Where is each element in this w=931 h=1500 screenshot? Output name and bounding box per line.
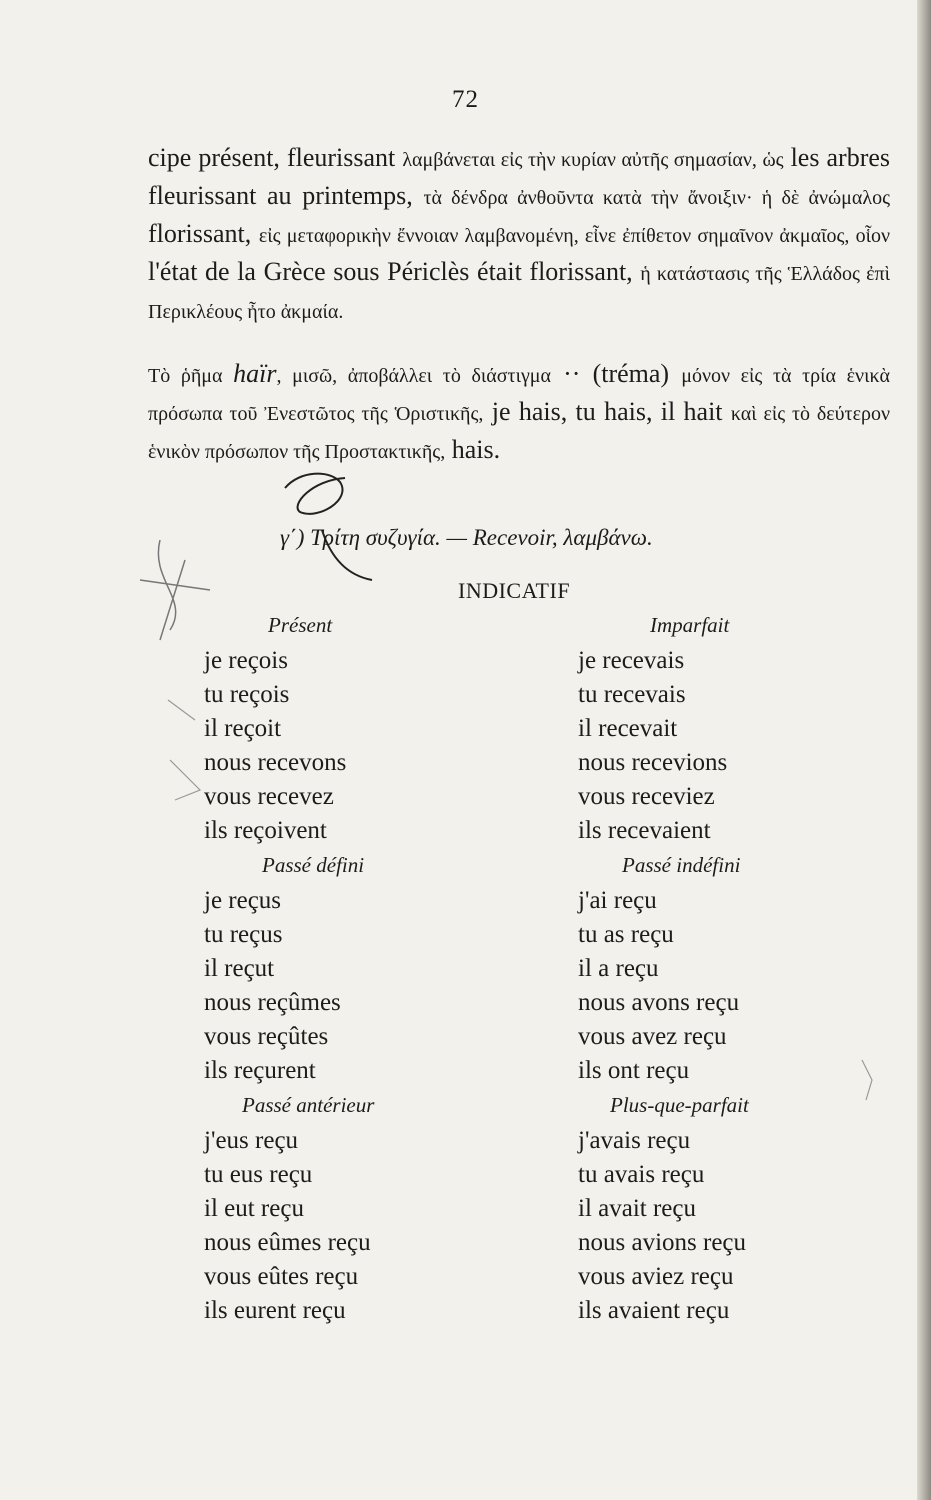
verb-form: il a reçu xyxy=(578,955,659,982)
greek-text-segment: εἰς μεταφορικὴν ἔννοιαν λαμβανομένη, εἶνε ἐπίθετον σημαῖνον ἀκμαῖος, οἷον xyxy=(258,225,890,247)
paragraph-florissant xyxy=(148,140,890,330)
verb-form: il avait reçu xyxy=(578,1195,696,1222)
tense-group xyxy=(204,850,374,1090)
tense-title: Passé indéfini xyxy=(622,853,741,877)
tense-group xyxy=(578,610,749,850)
verb-form: ils reçurent xyxy=(204,1057,316,1084)
tense-group xyxy=(578,1090,749,1330)
page-number: 72 xyxy=(452,86,479,113)
verb-form: vous receviez xyxy=(578,783,715,810)
mood-label: INDICATIF xyxy=(458,578,571,603)
verb-form: tu reçus xyxy=(204,921,283,948)
verb-form: tu recevais xyxy=(578,681,686,708)
french-text-segment: ·· (tréma) xyxy=(551,359,682,388)
verb-form: vous eûtes reçu xyxy=(204,1263,359,1290)
verb-form: ils avaient reçu xyxy=(578,1297,730,1324)
verb-form: ils reçoivent xyxy=(204,817,327,844)
verb-form: vous recevez xyxy=(204,783,334,810)
verb-form: nous reçûmes xyxy=(204,989,341,1016)
tense-title: Plus-que-parfait xyxy=(610,1093,749,1117)
french-text-segment: je hais, tu hais, il hait xyxy=(483,397,731,426)
verb-form: il reçut xyxy=(204,955,275,982)
verb-form: nous recevions xyxy=(578,749,728,776)
verb-form: j'avais reçu xyxy=(578,1127,691,1154)
french-text-segment: les arbres fleurissant au printemps, xyxy=(148,143,891,210)
verb-form: ils ont reçu xyxy=(578,1057,690,1084)
verb-form: je reçois xyxy=(204,647,288,674)
conjugation-heading: γ΄) Τρίτη συζυγία. — Recevoir, λαμβάνω. xyxy=(280,525,653,550)
verb-form: vous avez reçu xyxy=(578,1023,727,1050)
verb-form: je recevais xyxy=(578,647,685,674)
greek-text-segment: λαμβάνεται εἰς τὴν κυρίαν αὐτῆς σημασίαν, ὡς xyxy=(402,149,784,171)
verb-form: tu eus reçu xyxy=(204,1161,313,1188)
verb-form: il eut reçu xyxy=(204,1195,304,1222)
paragraph-hair xyxy=(148,356,890,470)
verb-form: vous reçûtes xyxy=(204,1023,329,1050)
verb-form: je reçus xyxy=(204,887,282,914)
greek-text-segment: Τὸ ῥῆμα xyxy=(148,365,234,387)
verb-form: j'ai reçu xyxy=(578,887,657,914)
greek-text-segment: καὶ εἰς τὸ δεύτερον ἑνικὸν πρόσωπον τῆς Προστακτικῆς, xyxy=(148,403,891,463)
verb-form: tu avais reçu xyxy=(578,1161,705,1188)
french-text-segment: cipe présent, fleurissant xyxy=(148,143,403,172)
page-edge-shadow xyxy=(917,0,931,1500)
french-text-segment: florissant, xyxy=(148,219,259,248)
verb-form: vous aviez reçu xyxy=(578,1263,734,1290)
french-text-segment: l'état de la Grèce sous Périclès était florissant, xyxy=(148,257,641,286)
greek-text-segment: ἡ κατάστασις τῆς Ἑλλάδος ἐπὶ Περικλέους ἦτο ἀκμαία. xyxy=(148,263,890,323)
french-text-segment: hais. xyxy=(445,435,501,464)
greek-text-segment: , μισῶ, ἀποβάλλει τὸ διάστιγμα xyxy=(276,365,551,387)
verb-form: nous eûmes reçu xyxy=(204,1229,371,1256)
tense-group xyxy=(204,1090,374,1330)
left-conjugation-column xyxy=(204,610,374,1330)
verb-form: j'eus reçu xyxy=(204,1127,299,1154)
tense-title: Passé défini xyxy=(262,853,365,877)
tense-title: Passé antérieur xyxy=(242,1093,375,1117)
tense-group xyxy=(204,610,374,850)
verb-form: tu as reçu xyxy=(578,921,674,948)
verb-form: nous recevons xyxy=(204,749,347,776)
french-text-segment: haïr xyxy=(233,359,277,388)
verb-form: il reçoit xyxy=(204,715,282,742)
verb-form: tu reçois xyxy=(204,681,290,708)
greek-text-segment: τὰ δένδρα ἀνθοῦντα κατὰ τὴν ἄνοιξιν· ἡ δὲ ἀνώμαλος xyxy=(423,187,890,209)
right-conjugation-column xyxy=(578,610,749,1330)
verb-form: ils eurent reçu xyxy=(204,1297,346,1324)
tense-title: Présent xyxy=(268,613,333,637)
verb-form: nous avons reçu xyxy=(578,989,740,1016)
verb-form: nous avions reçu xyxy=(578,1229,747,1256)
verb-form: il recevait xyxy=(578,715,678,742)
tense-group xyxy=(578,850,749,1090)
verb-form: ils recevaient xyxy=(578,817,711,844)
greek-text-segment: μόνον εἰς τὰ τρία ἑνικὰ πρόσωπα τοῦ Ἐνεστῶτος τῆς Ὁριστικῆς, xyxy=(148,365,891,425)
tense-title: Imparfait xyxy=(650,613,730,637)
